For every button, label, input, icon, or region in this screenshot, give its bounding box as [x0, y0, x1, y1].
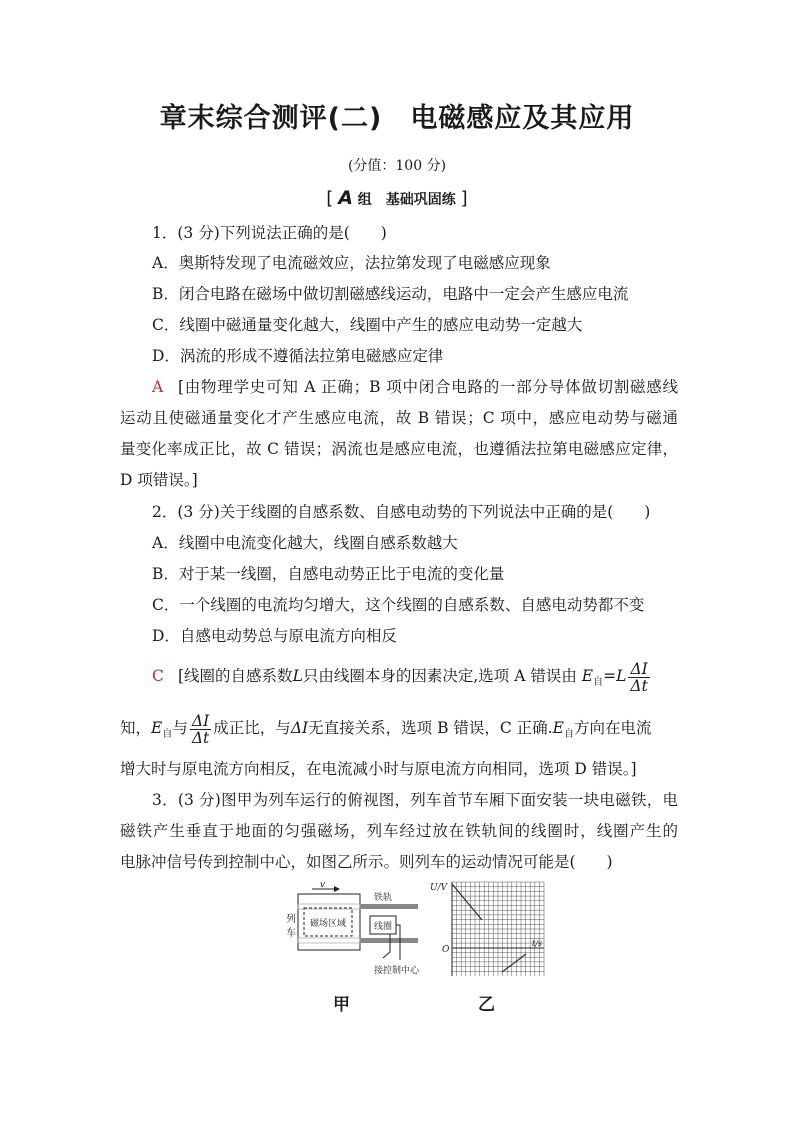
q1-explain-line [152, 376, 678, 398]
q2-stem: 2．(3 分)关于线圈的自感系数、自感电动势的下列说法中正确的是( ) [152, 503, 651, 521]
origin-label: O [442, 945, 450, 955]
x-axis-label: t/s [532, 939, 543, 948]
q3-stem-line: 3．(3 分)图甲为列车运行的俯视图，列车首节车厢下面安装一块电磁铁，电 [152, 791, 678, 809]
group-bracket-left: [ [326, 188, 334, 209]
train-label-1: 列 [286, 914, 296, 925]
q2-explain-text: 成正比，与 [213, 719, 291, 737]
q2-option-a: A．线圈中电流变化越大，线圈自感系数越大 [152, 534, 458, 552]
q2-explain-text: 方向在电流 [573, 719, 652, 737]
q1-explain-line: 量变化率成正比，故 C 错误；涡流也是感应电流，也遵循法拉第电磁感应定律， [120, 440, 678, 458]
q1-explain-line: 运动且使磁通量变化才产生感应电流，故 B 错误；C 项中，感应电动势与磁通 [120, 409, 678, 427]
q1-option-b: B．闭合电路在磁场中做切割磁感线运动，电路中一定会产生感应电流 [152, 285, 629, 303]
q2-option-c: C．一个线圈的电流均匀增大，这个线圈的自感系数、自感电动势都不变 [152, 596, 645, 614]
voltage-graph [428, 878, 550, 982]
rail-bottom [360, 938, 418, 943]
q2-frac-num: ΔI [628, 661, 649, 678]
q2-explain-text: 与 [172, 719, 188, 737]
q2-explain-line [120, 708, 678, 748]
q3-stem-line: 磁铁产生垂直于地面的匀强磁场，列车经过放在铁轨间的线圈时，线圈产生的 [120, 822, 678, 840]
q2-answer: C [152, 667, 164, 685]
q2-subscript: 自 [593, 677, 604, 689]
q1-option-a: A．奥斯特发现了电流磁效应，法拉第发现了电磁感应现象 [152, 254, 551, 272]
y-axis-label: U/V [430, 883, 448, 893]
signal-falling [502, 954, 526, 972]
center-label: 接控制中心 [374, 966, 420, 976]
q2-option-b: B．对于某一线圈，自感电动势正比于电流的变化量 [152, 565, 505, 583]
page-title: 章末综合测评(二) 电磁感应及其应用 [159, 103, 635, 134]
rail-label: 铁轨 [374, 893, 393, 903]
q2-symbol-e: E [581, 667, 594, 685]
score-note: (分值：100 分) [347, 158, 447, 174]
q2-subscript: 自 [162, 729, 173, 741]
train-label-2: 车 [286, 928, 296, 939]
q1-explain-line: D 项错误。] [120, 471, 198, 489]
graph-grid [452, 882, 544, 976]
figure-a-caption: 甲 [333, 995, 350, 1015]
q2-symbol-e: E [552, 719, 564, 737]
q2-symbol-e: E [151, 719, 163, 737]
q3-stem-line: 电脉冲信号传到控制中心，如图乙所示。则列车的运动情况可能是( ) [120, 853, 613, 871]
rail-bottom-under [298, 938, 360, 943]
q2-explain-text: 知， [120, 719, 152, 737]
wire [383, 934, 390, 958]
figure-b-caption: 乙 [478, 995, 495, 1015]
q2-explain-text: [线圈的自感系数 [178, 667, 293, 685]
group-label: 组 基础巩固练 [357, 192, 456, 208]
q2-symbol-di: ΔI [290, 719, 309, 737]
train-diagram [282, 882, 432, 980]
q2-equals: = [603, 667, 617, 685]
q1-explain-text: [由物理学史可知 A 正确；B 项中闭合电路的一部分导体做切割磁感线 [178, 378, 678, 396]
velocity-label: v [320, 882, 326, 890]
q2-frac-den: Δt [191, 728, 210, 747]
q2-frac-num: ΔI [190, 713, 211, 730]
q2-explain-line [152, 656, 678, 696]
q2-frac-den: Δt [630, 676, 648, 695]
q2-symbol-l: L [616, 667, 627, 685]
q2-fraction [628, 661, 649, 694]
q2-symbol-l: L [292, 667, 303, 685]
arrowhead-icon [334, 886, 340, 892]
q2-explain-line: 增大时与原电流方向相反，在电流减小时与原电流方向相同，选项 D 错误。] [120, 760, 637, 778]
field-label: 磁场区域 [309, 919, 347, 929]
q1-answer: A [152, 378, 164, 396]
q1-stem: 1．(3 分)下列说法正确的是( ) [152, 224, 387, 242]
q1-option-c: C．线圈中磁通量变化越大，线圈中产生的感应电动势一定越大 [152, 316, 583, 334]
group-letter: A [338, 187, 353, 209]
group-heading [0, 187, 794, 209]
q1-option-d: D．涡流的形成不遵循法拉第电磁感应定律 [152, 347, 444, 365]
q2-explain-text: 无直接关系，选项 B 错误，C 正确. [308, 719, 553, 737]
q2-subscript: 自 [563, 729, 574, 741]
group-bracket-right: ] [460, 188, 468, 209]
q2-explain-text: 只由线圈本身的因素决定,选项 A 错误由 [302, 667, 577, 685]
q2-fraction [190, 713, 211, 746]
coil-label: 线圈 [373, 922, 393, 932]
rail-top [360, 904, 418, 909]
q2-option-d: D．自感电动势总与原电流方向相反 [152, 627, 397, 645]
